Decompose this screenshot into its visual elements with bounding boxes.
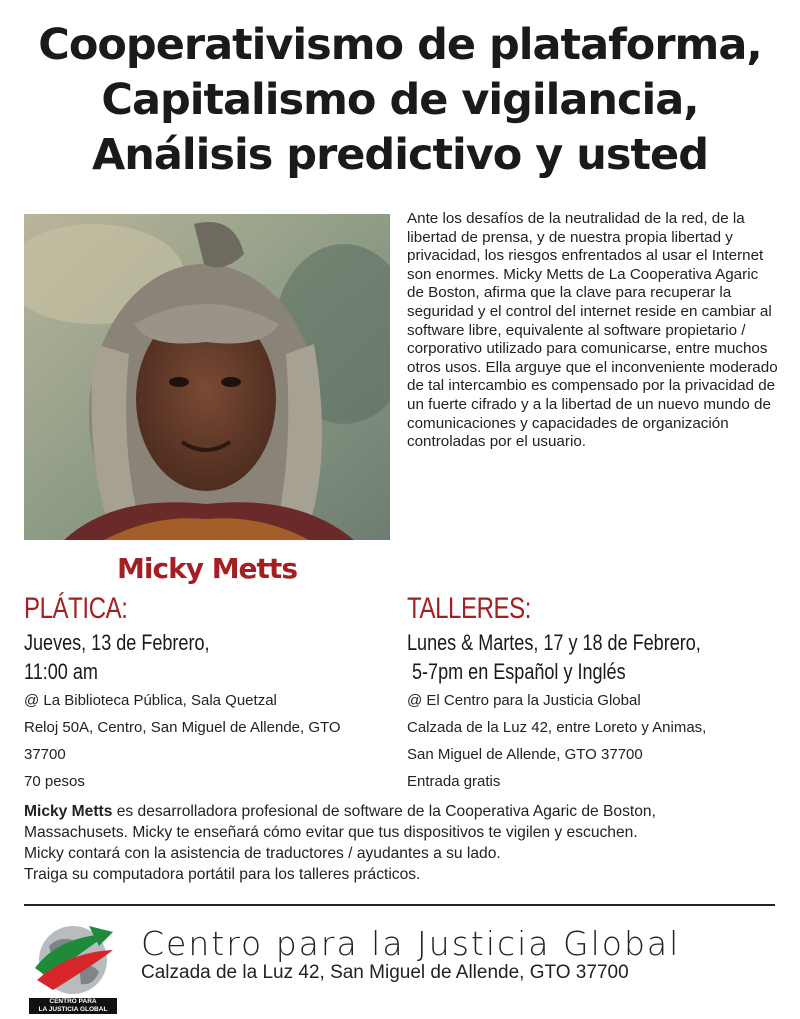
- organization-address: Calzada de la Luz 42, San Miguel de Allende, GTO 37700: [141, 962, 629, 983]
- platica-price: 70 pesos: [24, 773, 85, 790]
- speaker-name: Micky Metts: [117, 552, 297, 585]
- organization-name: Centro para la Justicia Global: [141, 924, 681, 963]
- platica-date-line-2: 11:00 am: [24, 659, 98, 684]
- globe-icon: [29, 916, 117, 1000]
- logo-text-line-2: LA JUSTICIA GLOBAL: [38, 1006, 108, 1013]
- summary-line-1: [24, 801, 784, 822]
- speaker-summary: [24, 801, 784, 885]
- platica-heading: PLÁTICA:: [24, 592, 128, 625]
- talleres-place: @ El Centro para la Justicia Global: [407, 692, 641, 709]
- talleres-date-line-1: Lunes & Martes, 17 y 18 de Febrero,: [407, 630, 701, 655]
- platica-address-2: 37700: [24, 746, 66, 763]
- speaker-bio: Ante los desafíos de la neutralidad de la red, de la libertad de prensa, y de nuestra propia libertad y privacidad, los riesgos enfrentados al usar el Internet son enormes. Micky Metts de La Cooperativa Agaric de Boston, afirma que la clave para recuperar la seguridad y el control del internet reside en cambiar al software libre, equivalente al software propietario / corporativo utilizado para comunicarse, entre muchos otros usos. Ella arguye que el inconveniente moderado de tal intercambio es compensado por la privacidad de un fuerte cifrado y a la libertad de un nuevo mundo de comunicaciones y capacidades de organización controladas por el usuario.: [407, 210, 778, 451]
- title-line-1: Cooperativismo de plataforma,: [38, 20, 762, 70]
- talleres-address-2: San Miguel de Allende, GTO 37700: [407, 746, 643, 763]
- talleres-heading: TALLERES:: [407, 592, 532, 625]
- logo-label: [29, 998, 117, 1014]
- speaker-photo: [24, 214, 390, 540]
- footer-divider: [24, 904, 775, 906]
- page-title: [20, 18, 780, 183]
- talleres-details: [407, 687, 706, 795]
- platica-place: @ La Biblioteca Pública, Sala Quetzal: [24, 692, 277, 709]
- summary-line-4: Traiga su computadora portátil para los talleres prácticos.: [24, 866, 421, 883]
- talleres-date: [407, 628, 701, 686]
- organization-logo: [29, 916, 117, 1016]
- title-line-2: Capitalismo de vigilancia,: [101, 75, 699, 125]
- summary-line-1-rest: es desarrolladora profesional de software de la Cooperativa Agaric de Boston,: [112, 803, 656, 820]
- platica-address-1: Reloj 50A, Centro, San Miguel de Allende, GTO: [24, 719, 341, 736]
- title-line-3: Análisis predictivo y usted: [92, 130, 708, 180]
- logo-text-line-1: CENTRO PARA: [49, 998, 97, 1005]
- platica-details: [24, 687, 341, 795]
- platica-date: [24, 628, 210, 686]
- talleres-price: Entrada gratis: [407, 773, 501, 790]
- summary-line-3: Micky contará con la asistencia de traductores / ayudantes a su lado.: [24, 845, 501, 862]
- talleres-address-1: Calzada de la Luz 42, entre Loreto y Animas,: [407, 719, 707, 736]
- talleres-date-line-2: 5-7pm en Español y Inglés: [407, 659, 626, 684]
- summary-name: Micky Metts: [24, 803, 113, 820]
- platica-date-line-1: Jueves, 13 de Febrero,: [24, 630, 210, 655]
- summary-line-2: Massachusets. Micky te enseñará cómo evitar que tus dispositivos te vigilen y escuchen.: [24, 824, 638, 841]
